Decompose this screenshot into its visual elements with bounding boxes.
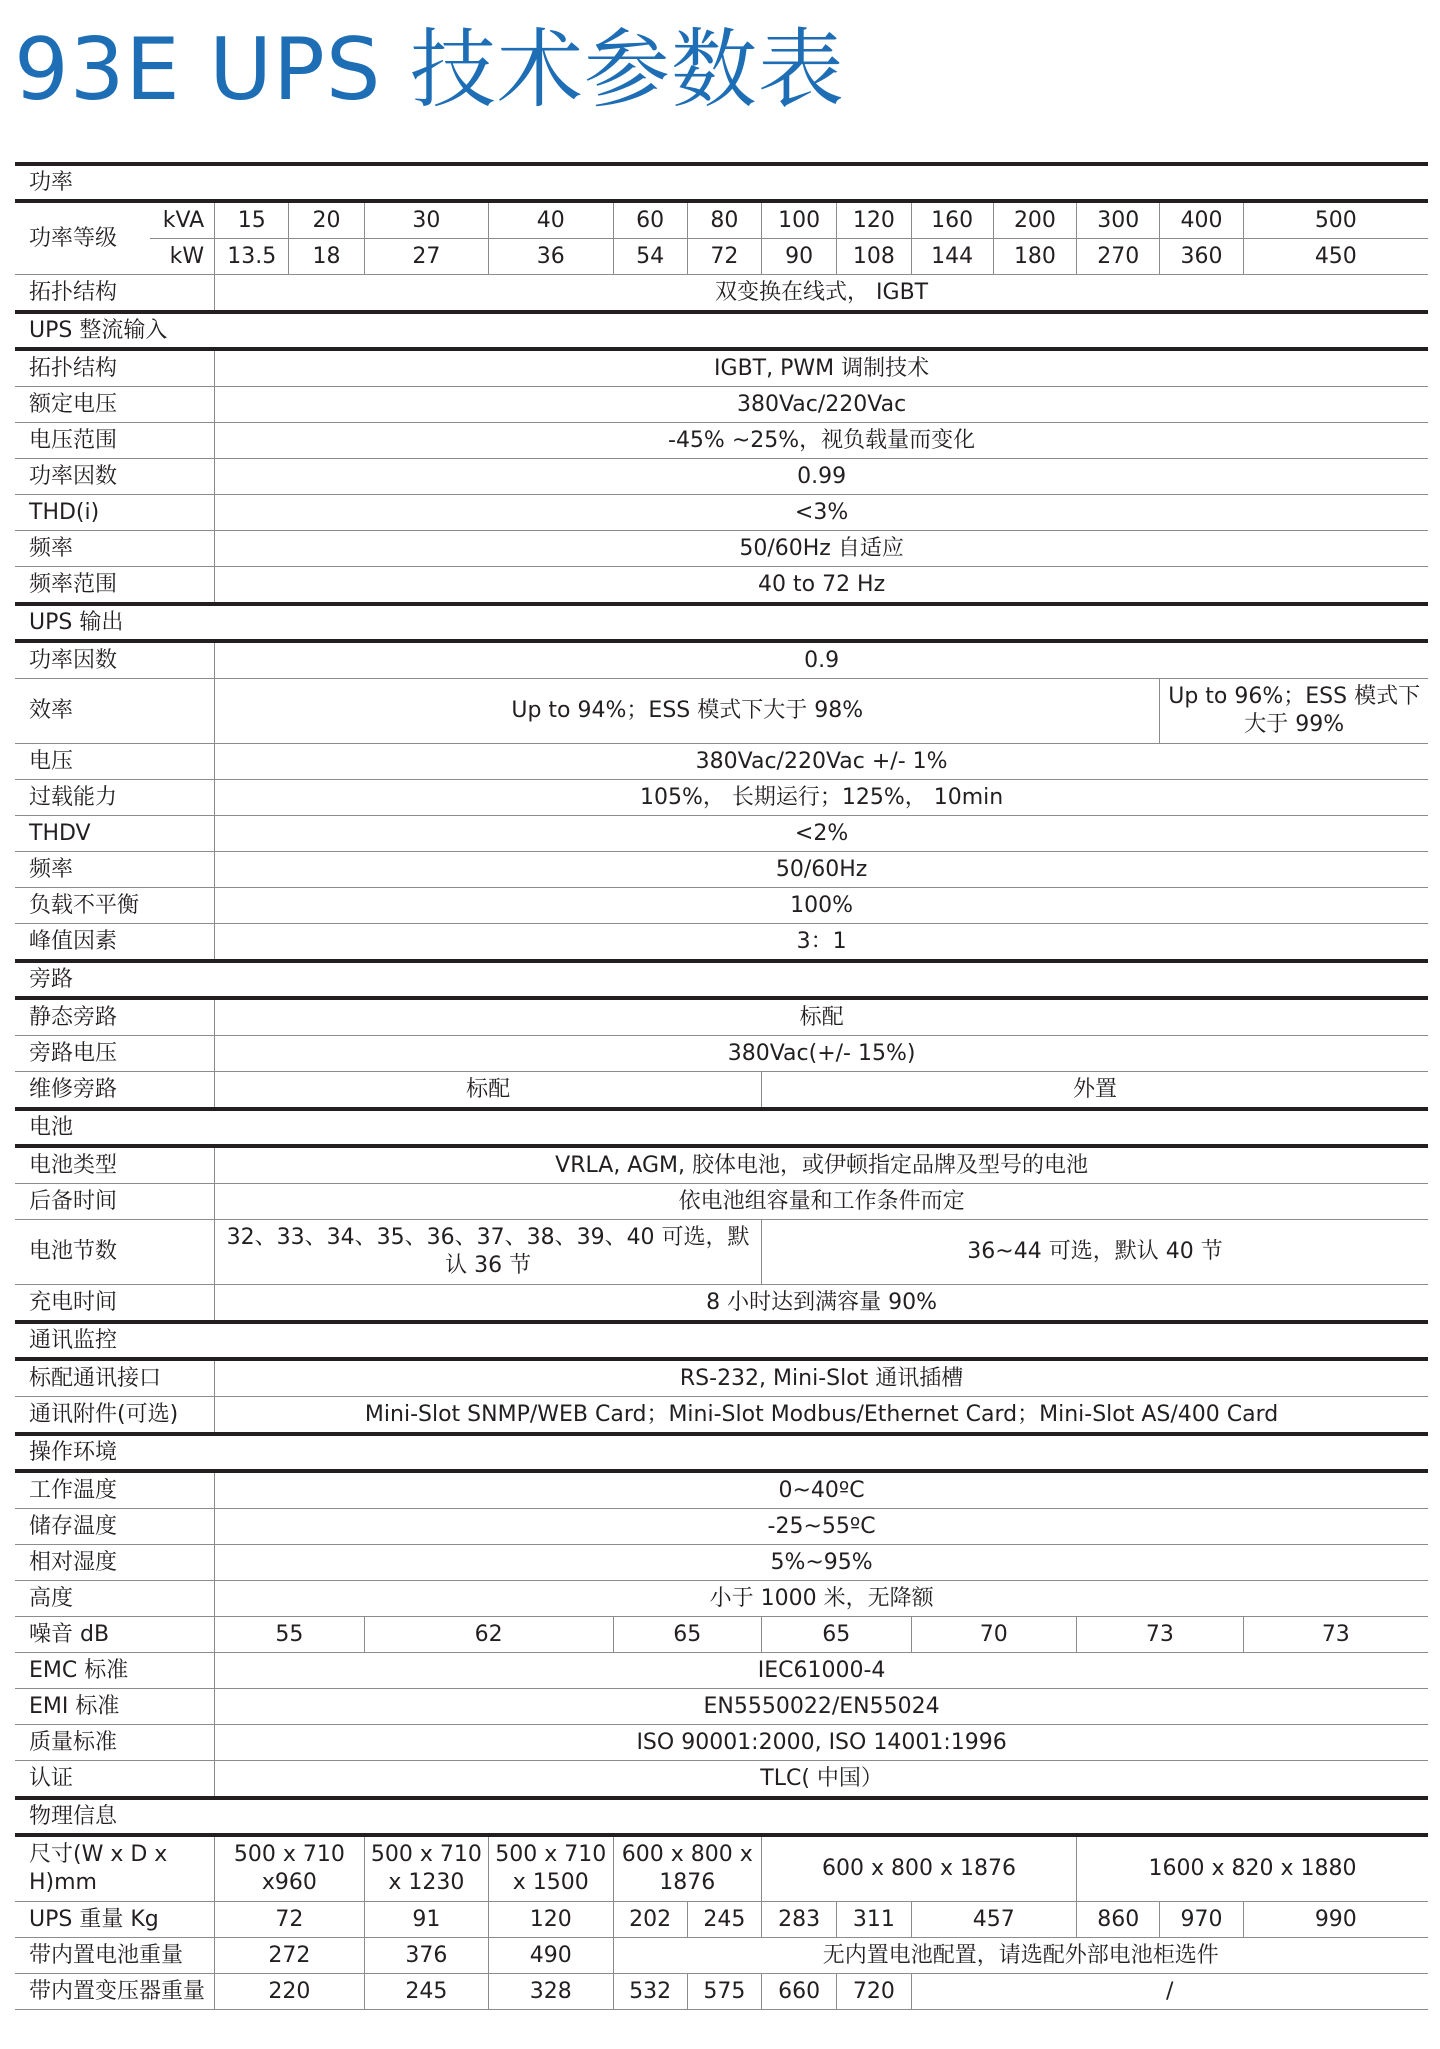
page-title: 93E UPS 技术参数表 (14, 20, 845, 120)
input-row (15, 387, 1428, 423)
row-label: 通讯附件(可选) (15, 1397, 215, 1435)
row-label: 频率 (15, 852, 215, 888)
spec-table (15, 162, 1428, 2010)
kw-cell: 450 (1243, 239, 1428, 275)
row-label: 效率 (15, 679, 215, 744)
batt-weight-cell: 376 (364, 1938, 488, 1974)
eff-value-b: Up to 96%；ESS 模式下大于 99% (1160, 679, 1428, 744)
output-row (15, 816, 1428, 852)
noise-cell: 65 (613, 1617, 762, 1653)
row-label: THDV (15, 816, 215, 852)
kw-cell: 360 (1160, 239, 1243, 275)
row-label: 负载不平衡 (15, 888, 215, 924)
row-label: 尺寸(W x D x H)mm (15, 1835, 215, 1902)
input-row (15, 531, 1428, 567)
row-label: 频率 (15, 531, 215, 567)
row-value: 0.9 (215, 641, 1428, 679)
row-label: UPS 重量 Kg (15, 1902, 215, 1938)
env-row (15, 1689, 1428, 1725)
input-row (15, 349, 1428, 387)
row-label: THD(i) (15, 495, 215, 531)
section-title: UPS 输出 (15, 604, 1428, 641)
row-label: 质量标准 (15, 1725, 215, 1761)
output-row (15, 852, 1428, 888)
section-title: UPS 整流输入 (15, 312, 1428, 349)
size-cell: 1600 x 820 x 1880 (1077, 1835, 1428, 1902)
row-label: 电压 (15, 744, 215, 780)
noise-cell: 62 (364, 1617, 613, 1653)
kva-cell: 100 (762, 201, 837, 239)
kva-cell: 200 (993, 201, 1076, 239)
row-value: 105%， 长期运行；125%， 10min (215, 780, 1428, 816)
env-row (15, 1725, 1428, 1761)
row-label: 后备时间 (15, 1184, 215, 1220)
row-label: EMI 标准 (15, 1689, 215, 1725)
kva-cell: 20 (289, 201, 364, 239)
row-label: 带内置电池重量 (15, 1938, 215, 1974)
kw-cell: 72 (687, 239, 761, 275)
comm-std-row (15, 1359, 1428, 1397)
noise-cell: 70 (911, 1617, 1077, 1653)
row-value: Mini-Slot SNMP/WEB Card；Mini-Slot Modbus/Ethernet Card；Mini-Slot AS/400 Card (215, 1397, 1428, 1435)
input-row (15, 423, 1428, 459)
output-pf-row (15, 641, 1428, 679)
row-value: 8 小时达到满容量 90% (215, 1285, 1428, 1323)
weight-cell: 457 (911, 1902, 1077, 1938)
size-cell: 600 x 800 x 1876 (613, 1835, 762, 1902)
section-title: 操作环境 (15, 1434, 1428, 1471)
kw-cell: 90 (762, 239, 837, 275)
env-row (15, 1761, 1428, 1799)
output-row (15, 744, 1428, 780)
weight-cell: 72 (215, 1902, 365, 1938)
row-kva (15, 201, 1428, 239)
kw-cell: 108 (837, 239, 911, 275)
physical-batt-weight-row (15, 1938, 1428, 1974)
weight-cell: 970 (1160, 1902, 1243, 1938)
row-value: TLC( 中国） (215, 1761, 1428, 1799)
row-label: 静态旁路 (15, 998, 215, 1036)
row-value: VRLA, AGM, 胶体电池，或伊顿指定品牌及型号的电池 (215, 1146, 1428, 1184)
kva-cell: 400 (1160, 201, 1243, 239)
row-label: 带内置变压器重量 (15, 1974, 215, 2010)
kw-cell: 54 (613, 239, 687, 275)
kw-cell: 144 (911, 239, 993, 275)
row-value: 依电池组容量和工作条件而定 (215, 1184, 1428, 1220)
physical-xfmr-weight-row (15, 1974, 1428, 2010)
row-value: 380Vac/220Vac +/- 1% (215, 744, 1428, 780)
section-physical (15, 1798, 1428, 1835)
env-row (15, 1509, 1428, 1545)
bypass-static-row (15, 998, 1428, 1036)
row-value: 0.99 (215, 459, 1428, 495)
xfmr-weight-cell: 575 (687, 1974, 761, 2010)
output-row (15, 780, 1428, 816)
weight-cell: 860 (1077, 1902, 1160, 1938)
row-value: <3% (215, 495, 1428, 531)
row-value: 小于 1000 米，无降额 (215, 1581, 1428, 1617)
xfmr-weight-cell: 245 (364, 1974, 488, 2010)
row-value: EN5550022/EN55024 (215, 1689, 1428, 1725)
batt-weight-cell: 272 (215, 1938, 365, 1974)
battery-type-row (15, 1146, 1428, 1184)
env-row (15, 1545, 1428, 1581)
section-output (15, 604, 1428, 641)
xfmr-weight-cell: 532 (613, 1974, 687, 2010)
row-value: IEC61000-4 (215, 1653, 1428, 1689)
row-value: RS-232, Mini-Slot 通讯插槽 (215, 1359, 1428, 1397)
row-label: 过载能力 (15, 780, 215, 816)
row-label: 噪音 dB (15, 1617, 215, 1653)
row-label: 充电时间 (15, 1285, 215, 1323)
noise-cell: 65 (762, 1617, 912, 1653)
env-row (15, 1471, 1428, 1509)
row-label: 高度 (15, 1581, 215, 1617)
row-value: 100% (215, 888, 1428, 924)
input-row (15, 459, 1428, 495)
kva-cell: 160 (911, 201, 993, 239)
count-value-b: 36~44 可选，默认 40 节 (762, 1220, 1428, 1285)
input-row (15, 567, 1428, 605)
row-label: EMC 标准 (15, 1653, 215, 1689)
comm-opt-row (15, 1397, 1428, 1435)
weight-cell: 202 (613, 1902, 687, 1938)
row-value: 50/60Hz (215, 852, 1428, 888)
row-label: 功率等级 (15, 201, 150, 275)
section-title: 旁路 (15, 961, 1428, 998)
row-label: 额定电压 (15, 387, 215, 423)
row-topology (15, 275, 1428, 313)
section-title: 通讯监控 (15, 1322, 1428, 1359)
row-value: 双变换在线式， IGBT (215, 275, 1428, 313)
kw-cell: 13.5 (215, 239, 289, 275)
noise-cell: 73 (1243, 1617, 1428, 1653)
row-label: 拓扑结构 (15, 275, 215, 313)
physical-weight-row (15, 1902, 1428, 1938)
weight-cell: 990 (1243, 1902, 1428, 1938)
row-value: ISO 90001:2000, ISO 14001:1996 (215, 1725, 1428, 1761)
xfmr-weight-cell: 328 (489, 1974, 613, 2010)
xfmr-weight-cell: 220 (215, 1974, 365, 2010)
row-value: 380Vac/220Vac (215, 387, 1428, 423)
row-value: -25~55ºC (215, 1509, 1428, 1545)
row-value: 380Vac(+/- 15%) (215, 1036, 1428, 1072)
row-label: 频率范围 (15, 567, 215, 605)
weight-cell: 245 (687, 1902, 761, 1938)
section-power (15, 164, 1428, 201)
batt-weight-note: 无内置电池配置，请选配外部电池柜选件 (613, 1938, 1428, 1974)
noise-cell: 73 (1077, 1617, 1244, 1653)
kw-cell: 27 (364, 239, 488, 275)
output-row (15, 924, 1428, 962)
kva-cell: 30 (364, 201, 488, 239)
row-kw (15, 239, 1428, 275)
physical-size-row (15, 1835, 1428, 1902)
bypass-voltage-row (15, 1036, 1428, 1072)
row-label: 相对湿度 (15, 1545, 215, 1581)
row-label: 功率因数 (15, 641, 215, 679)
row-value: <2% (215, 816, 1428, 852)
weight-cell: 120 (489, 1902, 613, 1938)
output-eff-row (15, 679, 1428, 744)
unit-kw: kW (150, 239, 214, 275)
weight-cell: 311 (837, 1902, 911, 1938)
size-cell: 500 x 710 x 1230 (364, 1835, 488, 1902)
kw-cell: 270 (1077, 239, 1160, 275)
row-label: 功率因数 (15, 459, 215, 495)
row-label: 拓扑结构 (15, 349, 215, 387)
row-label: 电压范围 (15, 423, 215, 459)
xfmr-weight-cell: 720 (837, 1974, 911, 2010)
row-label: 标配通讯接口 (15, 1359, 215, 1397)
row-value: 标配 (215, 998, 1428, 1036)
batt-weight-cell: 490 (489, 1938, 613, 1974)
row-label: 电池节数 (15, 1220, 215, 1285)
row-label: 旁路电压 (15, 1036, 215, 1072)
kw-cell: 18 (289, 239, 364, 275)
kva-cell: 60 (613, 201, 687, 239)
section-battery (15, 1109, 1428, 1146)
input-row (15, 495, 1428, 531)
count-value-a: 32、33、34、35、36、37、38、39、40 可选，默认 36 节 (215, 1220, 762, 1285)
section-bypass (15, 961, 1428, 998)
kw-cell: 36 (489, 239, 613, 275)
row-value: -45% ~25%，视负载量而变化 (215, 423, 1428, 459)
size-cell: 600 x 800 x 1876 (762, 1835, 1077, 1902)
kva-cell: 500 (1243, 201, 1428, 239)
row-value: 3：1 (215, 924, 1428, 962)
kva-cell: 120 (837, 201, 911, 239)
battery-count-row (15, 1220, 1428, 1285)
env-noise-row (15, 1617, 1428, 1653)
row-label: 维修旁路 (15, 1072, 215, 1110)
env-row (15, 1581, 1428, 1617)
section-comm (15, 1322, 1428, 1359)
section-title: 物理信息 (15, 1798, 1428, 1835)
section-env (15, 1434, 1428, 1471)
row-value: 0~40ºC (215, 1471, 1428, 1509)
row-label: 认证 (15, 1761, 215, 1799)
battery-charge-row (15, 1285, 1428, 1323)
row-label: 储存温度 (15, 1509, 215, 1545)
unit-kva: kVA (150, 201, 214, 239)
row-value: 5%~95% (215, 1545, 1428, 1581)
kva-cell: 80 (687, 201, 761, 239)
size-cell: 500 x 710 x960 (215, 1835, 365, 1902)
section-input (15, 312, 1428, 349)
section-title: 电池 (15, 1109, 1428, 1146)
maint-value-b: 外置 (762, 1072, 1428, 1110)
xfmr-weight-rest: / (911, 1974, 1428, 2010)
kva-cell: 300 (1077, 201, 1160, 239)
row-label: 电池类型 (15, 1146, 215, 1184)
row-value: IGBT, PWM 调制技术 (215, 349, 1428, 387)
kw-cell: 180 (993, 239, 1076, 275)
maint-value-a: 标配 (215, 1072, 762, 1110)
noise-cell: 55 (215, 1617, 365, 1653)
row-label: 工作温度 (15, 1471, 215, 1509)
output-row (15, 888, 1428, 924)
section-title: 功率 (15, 164, 1428, 201)
weight-cell: 91 (364, 1902, 488, 1938)
kva-cell: 15 (215, 201, 289, 239)
bypass-maint-row (15, 1072, 1428, 1110)
battery-backup-row (15, 1184, 1428, 1220)
row-label: 峰值因素 (15, 924, 215, 962)
env-row (15, 1653, 1428, 1689)
eff-value-a: Up to 94%；ESS 模式下大于 98% (215, 679, 1160, 744)
size-cell: 500 x 710 x 1500 (489, 1835, 613, 1902)
row-value: 50/60Hz 自适应 (215, 531, 1428, 567)
row-value: 40 to 72 Hz (215, 567, 1428, 605)
kva-cell: 40 (489, 201, 613, 239)
weight-cell: 283 (762, 1902, 837, 1938)
xfmr-weight-cell: 660 (762, 1974, 837, 2010)
